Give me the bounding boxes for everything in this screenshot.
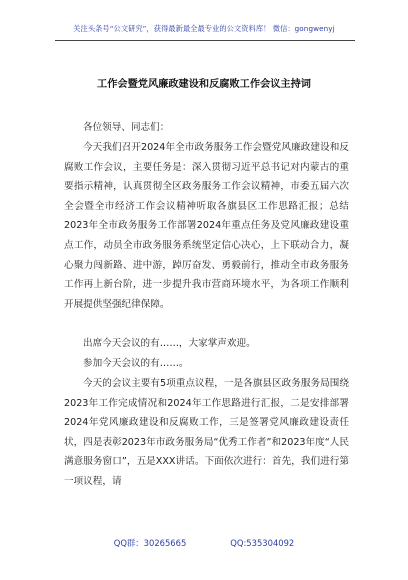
footer-qq-number: QQ:535304092: [230, 538, 295, 548]
header-divider: [55, 40, 355, 41]
header-note: 关注头条号“公文研究”，获得最新最全最专业的公文资料库！ 微信：gongwenyj: [73, 24, 335, 33]
paragraph-intro: 今天我们召开2024年全市政务服务工作会暨党风廉政建设和反腐败工作会议，主要任务是：深入贯彻习近平总书记对内蒙古的重要指示精神，认真贯彻全区政务服务工作会议精神，市委五届六次全会暨全市经济工作会议精神听取各旗县区工作思路汇报；总结2023年全市政务服务工作部署2024年重点任务及党风廉政建设重点工作，动员全市政务服务系统坚定信心决心，上下联动合力，凝心聚力闯新路、进中游，踔厉奋发、勇毅前行，推动全市政务服务工作再上新台阶，进一步提升我市营商环境水平，为各项工作顺利开展提供坚强纪律保障。: [64, 142, 349, 310]
paragraph-attendees-guests: 出席今天会议的有……，大家掌声欢迎。: [83, 338, 256, 349]
paragraph-attendees: 参加今天会议的有……。: [83, 358, 189, 369]
footer: [0, 537, 408, 549]
document-title: 工作会暨党风廉政建设和反腐败工作会议主持词: [97, 79, 311, 90]
footer-qq-group: QQ群：30265665: [113, 538, 187, 548]
salutation: 各位领导、同志们：: [83, 122, 170, 133]
paragraph-agenda: 今天的会议主要有5项重点议程，一是各旗县区政务服务局围绕2023年工作完成情况和2024年工作思路进行汇报，二是安排部署2024年党风廉政建设和反腐败工作，三是签署党风廉政建设责任状，四是表彰2023年市政务服务局“优秀工作者”和2023年度“人民满意服务窗口”，五是XXX讲话。下面依次进行：首先，我们进行第一项议程，请: [64, 378, 349, 487]
